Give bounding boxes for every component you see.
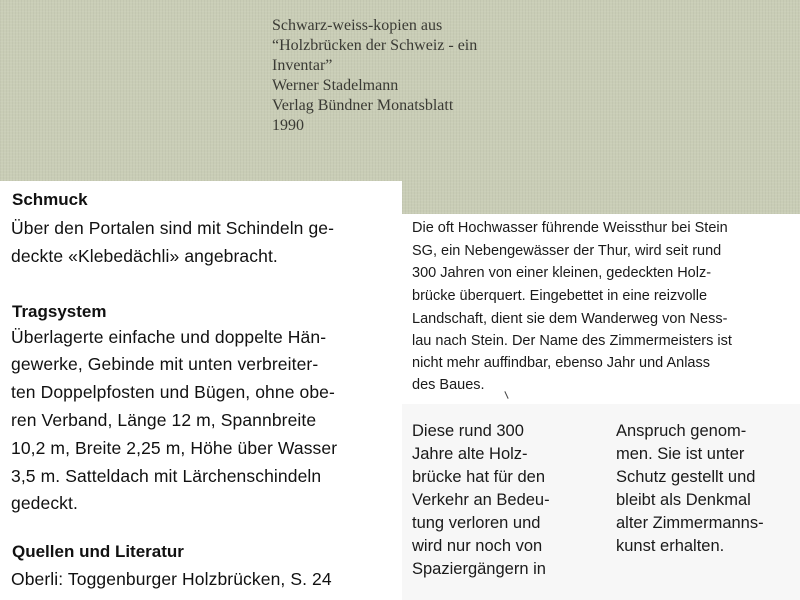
caption-line: “Holzbrücken der Schweiz - ein (272, 37, 478, 54)
text-line: Landschaft, dient sie dem Wanderweg von Ness- (412, 311, 728, 327)
text-line: Jahre alte Holz- (412, 445, 528, 463)
text-line: 300 Jahren von einer kleinen, gedeckten Holz- (412, 265, 712, 281)
text-line: deckte «Klebedächli» angebracht. (11, 246, 278, 266)
text-line: ren Verband, Länge 12 m, Spannbreite (11, 410, 317, 430)
text-line: Überlagerte einfache und doppelte Hän- (11, 327, 327, 347)
text-line: tung verloren und (412, 514, 541, 532)
text-line: 10,2 m, Breite 2,25 m, Höhe über Wasser (11, 438, 338, 458)
caption-line: Werner Stadelmann (272, 77, 399, 94)
caption-line: Inventar” (272, 57, 333, 74)
text-line: brücke überquert. Eingebettet in eine reizvolle (412, 288, 708, 304)
text-line: Diese rund 300 (412, 422, 524, 440)
caption-line: 1990 (272, 117, 304, 134)
text-line: bleibt als Denkmal (616, 491, 751, 509)
text-line: lau nach Stein. Der Name des Zimmermeisters ist (412, 333, 732, 349)
right-bottom-text-panel (402, 404, 800, 600)
text-line: Anspruch genom- (616, 422, 747, 440)
text-line: nicht mehr auffindbar, ebenso Jahr und Anlass (412, 355, 710, 371)
right-top-text-panel (402, 214, 800, 404)
caption-line: Schwarz-weiss-kopien aus (272, 17, 443, 34)
text-line: Spaziergängern in (412, 560, 546, 578)
text-line: ten Doppelpfosten und Bügen, ohne obe- (11, 382, 335, 402)
text-line: Die oft Hochwasser führende Weissthur bei Stein (412, 220, 728, 236)
source-caption (272, 16, 477, 136)
heading-tragsystem: Tragsystem (12, 302, 107, 321)
text-line: brücke hat für den (412, 468, 545, 486)
text-line: Über den Portalen sind mit Schindeln ge- (11, 218, 335, 238)
text-line: 3,5 m. Satteldach mit Lärchenschindeln (11, 466, 322, 486)
text-line: kunst erhalten. (616, 537, 725, 555)
text-line: men. Sie ist unter (616, 445, 745, 463)
text-line: des Baues. (412, 377, 485, 393)
heading-schmuck: Schmuck (12, 190, 88, 209)
caption-line: Verlag Bündner Monatsblatt (272, 97, 454, 114)
text-line: gewerke, Gebinde mit unten verbreiter- (11, 354, 319, 374)
text-line: alter Zimmermanns- (616, 514, 764, 532)
heading-quellen: Quellen und Literatur (12, 542, 184, 561)
text-line: Schutz gestellt und (616, 468, 756, 486)
text-line: SG, ein Nebengewässer der Thur, wird seit rund (412, 243, 722, 259)
text-line: wird nur noch von (412, 537, 543, 555)
left-text-panel (0, 181, 402, 600)
text-line: Oberli: Toggenburger Holzbrücken, S. 24 (11, 569, 332, 589)
text-line: gedeckt. (11, 493, 78, 513)
text-line: Verkehr an Bedeu- (412, 491, 550, 509)
